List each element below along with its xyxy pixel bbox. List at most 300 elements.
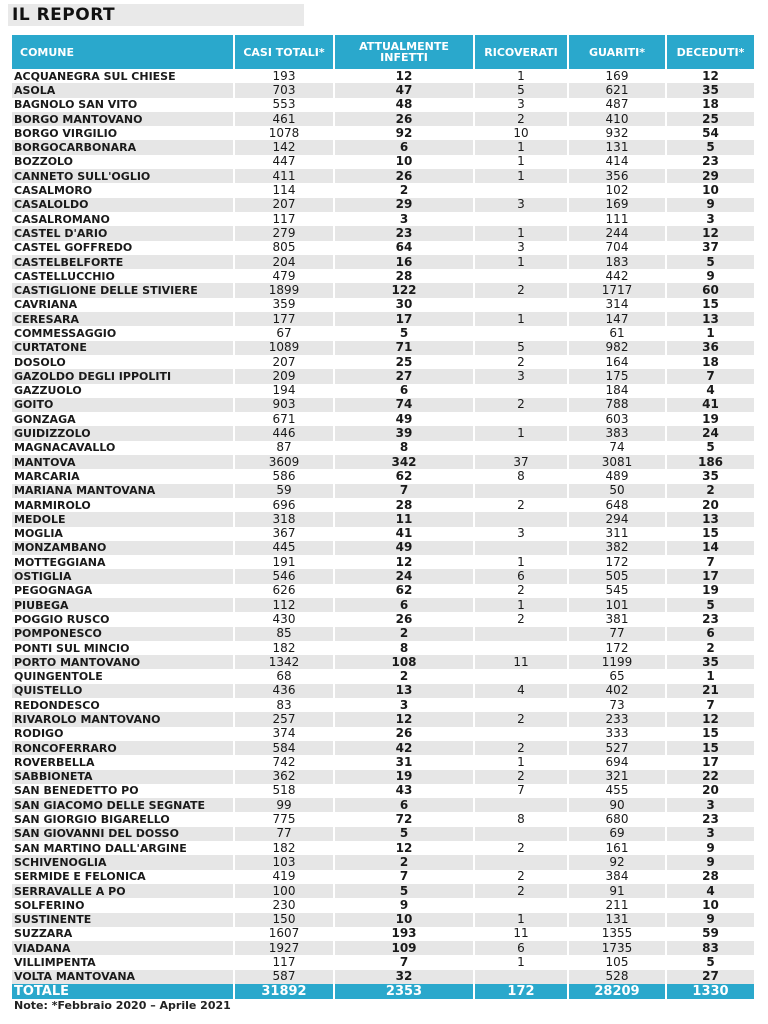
cell-casi-totali: 99 (234, 798, 334, 812)
cell-comune: GAZZUOLO (12, 384, 234, 398)
cell-casi-totali: 447 (234, 155, 334, 169)
cell-comune: ASOLA (12, 83, 234, 97)
cell-casi-totali: 182 (234, 641, 334, 655)
totals-row (12, 984, 754, 999)
cell-comune: SAN GIACOMO DELLE SEGNATE (12, 798, 234, 812)
cell-attualmente-infetti: 25 (334, 355, 474, 369)
cell-attualmente-infetti: 13 (334, 684, 474, 698)
cell-attualmente-infetti: 7 (334, 484, 474, 498)
cell-deceduti: 59 (666, 927, 754, 941)
cell-attualmente-infetti: 19 (334, 770, 474, 784)
cell-deceduti: 9 (666, 855, 754, 869)
cell-comune: COMMESSAGGIO (12, 326, 234, 340)
table-row (12, 669, 754, 683)
cell-ricoverati: 1 (474, 140, 568, 154)
cell-casi-totali: 150 (234, 913, 334, 927)
cell-comune: GOITO (12, 398, 234, 412)
report-title: IL REPORT (12, 5, 116, 25)
cell-casi-totali: 445 (234, 541, 334, 555)
cell-casi-totali: 112 (234, 598, 334, 612)
cell-ricoverati: 2 (474, 741, 568, 755)
cell-ricoverati: 2 (474, 398, 568, 412)
cell-guariti: 92 (568, 855, 666, 869)
cell-ricoverati: 3 (474, 527, 568, 541)
cell-comune: PORTO MANTOVANO (12, 655, 234, 669)
cell-deceduti: 4 (666, 384, 754, 398)
cell-attualmente-infetti: 5 (334, 827, 474, 841)
table-row (12, 355, 754, 369)
cell-casi-totali: 191 (234, 555, 334, 569)
cell-attualmente-infetti: 10 (334, 155, 474, 169)
cell-ricoverati: 2 (474, 283, 568, 297)
cell-ricoverati: 6 (474, 941, 568, 955)
cell-attualmente-infetti: 7 (334, 870, 474, 884)
footnote: Note: *Febbraio 2020 – Aprile 2021 (14, 999, 231, 1012)
cell-comune: CASTEL D'ARIO (12, 226, 234, 240)
cell-attualmente-infetti: 16 (334, 255, 474, 269)
cell-casi-totali: 1078 (234, 126, 334, 140)
cell-casi-totali: 696 (234, 498, 334, 512)
cell-ricoverati: 3 (474, 369, 568, 383)
cell-attualmente-infetti: 108 (334, 655, 474, 669)
table-row (12, 441, 754, 455)
cell-guariti: 77 (568, 627, 666, 641)
table-row (12, 812, 754, 826)
cell-casi-totali: 279 (234, 226, 334, 240)
cell-comune: PONTI SUL MINCIO (12, 641, 234, 655)
header-attualmente-infetti: ATTUALMENTE INFETTI (334, 35, 474, 69)
cell-guariti: 788 (568, 398, 666, 412)
cell-casi-totali: 68 (234, 669, 334, 683)
cell-comune: OSTIGLIA (12, 569, 234, 583)
cell-comune: MOGLIA (12, 527, 234, 541)
cell-guariti: 211 (568, 898, 666, 912)
cell-guariti: 161 (568, 841, 666, 855)
table-row (12, 455, 754, 469)
cell-deceduti: 37 (666, 241, 754, 255)
cell-deceduti: 12 (666, 69, 754, 83)
cell-ricoverati: 1 (474, 312, 568, 326)
cell-guariti: 74 (568, 441, 666, 455)
cell-deceduti: 5 (666, 598, 754, 612)
table-row (12, 770, 754, 784)
table-row (12, 870, 754, 884)
cell-guariti: 381 (568, 612, 666, 626)
cell-ricoverati (474, 298, 568, 312)
cell-deceduti: 2 (666, 641, 754, 655)
cell-deceduti: 1 (666, 669, 754, 683)
cell-ricoverati (474, 269, 568, 283)
cell-ricoverati (474, 484, 568, 498)
table-row (12, 426, 754, 440)
cell-guariti: 455 (568, 784, 666, 798)
cell-guariti: 932 (568, 126, 666, 140)
cell-deceduti: 24 (666, 426, 754, 440)
cell-attualmente-infetti: 26 (334, 612, 474, 626)
cell-comune: BORGOCARBONARA (12, 140, 234, 154)
cell-deceduti: 5 (666, 441, 754, 455)
cell-comune: MEDOLE (12, 512, 234, 526)
header-ricoverati: RICOVERATI (474, 35, 568, 69)
cell-guariti: 383 (568, 426, 666, 440)
cell-casi-totali: 230 (234, 898, 334, 912)
cell-ricoverati: 3 (474, 198, 568, 212)
cell-guariti: 321 (568, 770, 666, 784)
cell-guariti: 333 (568, 727, 666, 741)
table-row (12, 541, 754, 555)
table-row (12, 469, 754, 483)
cell-ricoverati: 1 (474, 555, 568, 569)
cell-ricoverati: 3 (474, 98, 568, 112)
cell-ricoverati: 2 (474, 841, 568, 855)
cell-comune: QUISTELLO (12, 684, 234, 698)
cell-ricoverati: 1 (474, 913, 568, 927)
cell-guariti: 184 (568, 384, 666, 398)
cell-casi-totali: 362 (234, 770, 334, 784)
cell-attualmente-infetti: 26 (334, 112, 474, 126)
cell-deceduti: 17 (666, 755, 754, 769)
cell-attualmente-infetti: 23 (334, 226, 474, 240)
cell-guariti: 61 (568, 326, 666, 340)
cell-casi-totali: 207 (234, 198, 334, 212)
cell-comune: MARIANA MANTOVANA (12, 484, 234, 498)
cell-ricoverati: 2 (474, 355, 568, 369)
cell-deceduti: 83 (666, 941, 754, 955)
cell-casi-totali: 775 (234, 812, 334, 826)
table-row (12, 241, 754, 255)
table-row (12, 298, 754, 312)
cell-attualmente-infetti: 43 (334, 784, 474, 798)
cell-ricoverati (474, 627, 568, 641)
cell-attualmente-infetti: 62 (334, 469, 474, 483)
cell-comune: GONZAGA (12, 412, 234, 426)
cell-guariti: 527 (568, 741, 666, 755)
table-row (12, 527, 754, 541)
cell-ricoverati: 1 (474, 955, 568, 969)
table-row (12, 741, 754, 755)
cell-casi-totali: 587 (234, 970, 334, 984)
table-row (12, 627, 754, 641)
cell-casi-totali: 194 (234, 384, 334, 398)
cell-attualmente-infetti: 71 (334, 341, 474, 355)
table-row (12, 183, 754, 197)
cell-deceduti: 10 (666, 898, 754, 912)
cell-comune: CERESARA (12, 312, 234, 326)
cell-guariti: 233 (568, 712, 666, 726)
cell-casi-totali: 177 (234, 312, 334, 326)
totals-attualmente-infetti: 2353 (334, 984, 474, 999)
cell-comune: VIADANA (12, 941, 234, 955)
cell-attualmente-infetti: 17 (334, 312, 474, 326)
cell-comune: RIVAROLO MANTOVANO (12, 712, 234, 726)
cell-comune: SERMIDE E FELONICA (12, 870, 234, 884)
table-row (12, 83, 754, 97)
cell-attualmente-infetti: 193 (334, 927, 474, 941)
table-row (12, 69, 754, 83)
cell-casi-totali: 100 (234, 884, 334, 898)
report-title-bar (8, 4, 304, 26)
table-row (12, 98, 754, 112)
report-table (12, 35, 754, 999)
cell-deceduti: 3 (666, 798, 754, 812)
cell-deceduti: 7 (666, 555, 754, 569)
cell-deceduti: 1 (666, 326, 754, 340)
table-row (12, 855, 754, 869)
cell-deceduti: 9 (666, 269, 754, 283)
cell-deceduti: 18 (666, 98, 754, 112)
cell-ricoverati: 37 (474, 455, 568, 469)
cell-ricoverati (474, 798, 568, 812)
cell-attualmente-infetti: 6 (334, 598, 474, 612)
cell-ricoverati: 2 (474, 870, 568, 884)
cell-deceduti: 7 (666, 369, 754, 383)
cell-comune: MONZAMBANO (12, 541, 234, 555)
cell-comune: BORGO MANTOVANO (12, 112, 234, 126)
cell-comune: VOLTA MANTOVANA (12, 970, 234, 984)
cell-casi-totali: 374 (234, 727, 334, 741)
cell-comune: CASALMORO (12, 183, 234, 197)
cell-attualmente-infetti: 49 (334, 541, 474, 555)
cell-attualmente-infetti: 47 (334, 83, 474, 97)
totals-guariti: 28209 (568, 984, 666, 999)
cell-ricoverati: 2 (474, 498, 568, 512)
cell-ricoverati: 1 (474, 598, 568, 612)
cell-casi-totali: 1899 (234, 283, 334, 297)
cell-casi-totali: 207 (234, 355, 334, 369)
cell-casi-totali: 430 (234, 612, 334, 626)
cell-attualmente-infetti: 8 (334, 641, 474, 655)
table-row (12, 169, 754, 183)
cell-casi-totali: 584 (234, 741, 334, 755)
cell-ricoverati (474, 970, 568, 984)
cell-guariti: 1735 (568, 941, 666, 955)
table-row (12, 569, 754, 583)
cell-ricoverati (474, 512, 568, 526)
cell-guariti: 680 (568, 812, 666, 826)
cell-guariti: 414 (568, 155, 666, 169)
cell-casi-totali: 83 (234, 698, 334, 712)
cell-casi-totali: 586 (234, 469, 334, 483)
header-deceduti: DECEDUTI* (666, 35, 754, 69)
cell-casi-totali: 87 (234, 441, 334, 455)
cell-ricoverati: 1 (474, 155, 568, 169)
cell-casi-totali: 703 (234, 83, 334, 97)
table-row (12, 612, 754, 626)
cell-attualmente-infetti: 6 (334, 140, 474, 154)
cell-guariti: 382 (568, 541, 666, 555)
cell-casi-totali: 204 (234, 255, 334, 269)
cell-comune: REDONDESCO (12, 698, 234, 712)
table-row (12, 655, 754, 669)
table-row (12, 970, 754, 984)
cell-comune: MARMIROLO (12, 498, 234, 512)
cell-attualmente-infetti: 49 (334, 412, 474, 426)
cell-ricoverati (474, 898, 568, 912)
cell-guariti: 111 (568, 212, 666, 226)
cell-comune: SUSTINENTE (12, 913, 234, 927)
cell-ricoverati (474, 641, 568, 655)
cell-casi-totali: 1607 (234, 927, 334, 941)
cell-attualmente-infetti: 7 (334, 955, 474, 969)
cell-guariti: 528 (568, 970, 666, 984)
cell-attualmente-infetti: 109 (334, 941, 474, 955)
cell-deceduti: 12 (666, 712, 754, 726)
cell-casi-totali: 518 (234, 784, 334, 798)
cell-attualmente-infetti: 92 (334, 126, 474, 140)
cell-comune: SCHIVENOGLIA (12, 855, 234, 869)
cell-casi-totali: 85 (234, 627, 334, 641)
cell-attualmente-infetti: 8 (334, 441, 474, 455)
cell-guariti: 1717 (568, 283, 666, 297)
cell-ricoverati: 6 (474, 569, 568, 583)
table-row (12, 226, 754, 240)
cell-deceduti: 12 (666, 226, 754, 240)
cell-guariti: 621 (568, 83, 666, 97)
cell-ricoverati: 5 (474, 341, 568, 355)
cell-deceduti: 15 (666, 727, 754, 741)
cell-attualmente-infetti: 2 (334, 669, 474, 683)
cell-comune: SUZZARA (12, 927, 234, 941)
cell-attualmente-infetti: 6 (334, 798, 474, 812)
cell-deceduti: 15 (666, 298, 754, 312)
cell-comune: MOTTEGGIANA (12, 555, 234, 569)
cell-deceduti: 186 (666, 455, 754, 469)
cell-ricoverati (474, 412, 568, 426)
cell-ricoverati: 8 (474, 812, 568, 826)
cell-deceduti: 29 (666, 169, 754, 183)
cell-deceduti: 19 (666, 584, 754, 598)
cell-casi-totali: 411 (234, 169, 334, 183)
table-row (12, 955, 754, 969)
cell-ricoverati (474, 541, 568, 555)
cell-comune: CASTIGLIONE DELLE STIVIERE (12, 283, 234, 297)
cell-ricoverati: 2 (474, 112, 568, 126)
cell-ricoverati: 1 (474, 69, 568, 83)
cell-comune: CAVRIANA (12, 298, 234, 312)
cell-comune: CASTELLUCCHIO (12, 269, 234, 283)
cell-guariti: 1199 (568, 655, 666, 669)
cell-guariti: 69 (568, 827, 666, 841)
cell-guariti: 294 (568, 512, 666, 526)
cell-attualmente-infetti: 2 (334, 627, 474, 641)
table-row (12, 927, 754, 941)
cell-casi-totali: 77 (234, 827, 334, 841)
cell-guariti: 1355 (568, 927, 666, 941)
cell-attualmente-infetti: 30 (334, 298, 474, 312)
cell-guariti: 487 (568, 98, 666, 112)
cell-casi-totali: 1089 (234, 341, 334, 355)
cell-comune: MAGNACAVALLO (12, 441, 234, 455)
cell-comune: CASTELBELFORTE (12, 255, 234, 269)
cell-deceduti: 20 (666, 784, 754, 798)
table-row (12, 684, 754, 698)
cell-ricoverati: 2 (474, 612, 568, 626)
cell-casi-totali: 903 (234, 398, 334, 412)
cell-deceduti: 14 (666, 541, 754, 555)
cell-ricoverati (474, 326, 568, 340)
cell-ricoverati (474, 384, 568, 398)
cell-comune: MARCARIA (12, 469, 234, 483)
cell-comune: POGGIO RUSCO (12, 612, 234, 626)
cell-comune: RONCOFERRARO (12, 741, 234, 755)
cell-deceduti: 3 (666, 212, 754, 226)
cell-deceduti: 17 (666, 569, 754, 583)
cell-guariti: 172 (568, 555, 666, 569)
cell-casi-totali: 546 (234, 569, 334, 583)
cell-comune: CASALROMANO (12, 212, 234, 226)
cell-attualmente-infetti: 12 (334, 69, 474, 83)
cell-guariti: 314 (568, 298, 666, 312)
table-row (12, 555, 754, 569)
cell-comune: CASTEL GOFFREDO (12, 241, 234, 255)
cell-deceduti: 36 (666, 341, 754, 355)
cell-casi-totali: 114 (234, 183, 334, 197)
header-comune: COMUNE (12, 35, 234, 69)
table-row (12, 827, 754, 841)
cell-comune: POMPONESCO (12, 627, 234, 641)
cell-deceduti: 28 (666, 870, 754, 884)
cell-casi-totali: 446 (234, 426, 334, 440)
cell-ricoverati (474, 727, 568, 741)
cell-ricoverati: 1 (474, 169, 568, 183)
cell-ricoverati (474, 183, 568, 197)
cell-comune: SAN GIORGIO BIGARELLO (12, 812, 234, 826)
cell-guariti: 384 (568, 870, 666, 884)
cell-attualmente-infetti: 6 (334, 384, 474, 398)
table-row (12, 312, 754, 326)
cell-guariti: 410 (568, 112, 666, 126)
cell-deceduti: 5 (666, 955, 754, 969)
cell-ricoverati: 1 (474, 426, 568, 440)
table-row (12, 212, 754, 226)
table-row (12, 784, 754, 798)
table-row (12, 898, 754, 912)
cell-guariti: 694 (568, 755, 666, 769)
table-row (12, 641, 754, 655)
cell-comune: BOZZOLO (12, 155, 234, 169)
cell-casi-totali: 553 (234, 98, 334, 112)
cell-comune: QUINGENTOLE (12, 669, 234, 683)
cell-ricoverati (474, 212, 568, 226)
cell-attualmente-infetti: 3 (334, 698, 474, 712)
cell-casi-totali: 257 (234, 712, 334, 726)
cell-casi-totali: 318 (234, 512, 334, 526)
cell-attualmente-infetti: 122 (334, 283, 474, 297)
cell-comune: MANTOVA (12, 455, 234, 469)
table-row (12, 698, 754, 712)
cell-ricoverati (474, 698, 568, 712)
cell-guariti: 65 (568, 669, 666, 683)
cell-deceduti: 10 (666, 183, 754, 197)
cell-ricoverati: 2 (474, 584, 568, 598)
cell-deceduti: 23 (666, 612, 754, 626)
cell-guariti: 603 (568, 412, 666, 426)
cell-attualmente-infetti: 39 (334, 426, 474, 440)
cell-comune: PIUBEGA (12, 598, 234, 612)
table-row (12, 727, 754, 741)
cell-guariti: 402 (568, 684, 666, 698)
cell-deceduti: 13 (666, 512, 754, 526)
cell-attualmente-infetti: 28 (334, 269, 474, 283)
cell-casi-totali: 805 (234, 241, 334, 255)
cell-guariti: 356 (568, 169, 666, 183)
cell-deceduti: 23 (666, 155, 754, 169)
cell-attualmente-infetti: 12 (334, 712, 474, 726)
cell-ricoverati (474, 855, 568, 869)
cell-casi-totali: 193 (234, 69, 334, 83)
cell-ricoverati: 2 (474, 770, 568, 784)
cell-guariti: 442 (568, 269, 666, 283)
